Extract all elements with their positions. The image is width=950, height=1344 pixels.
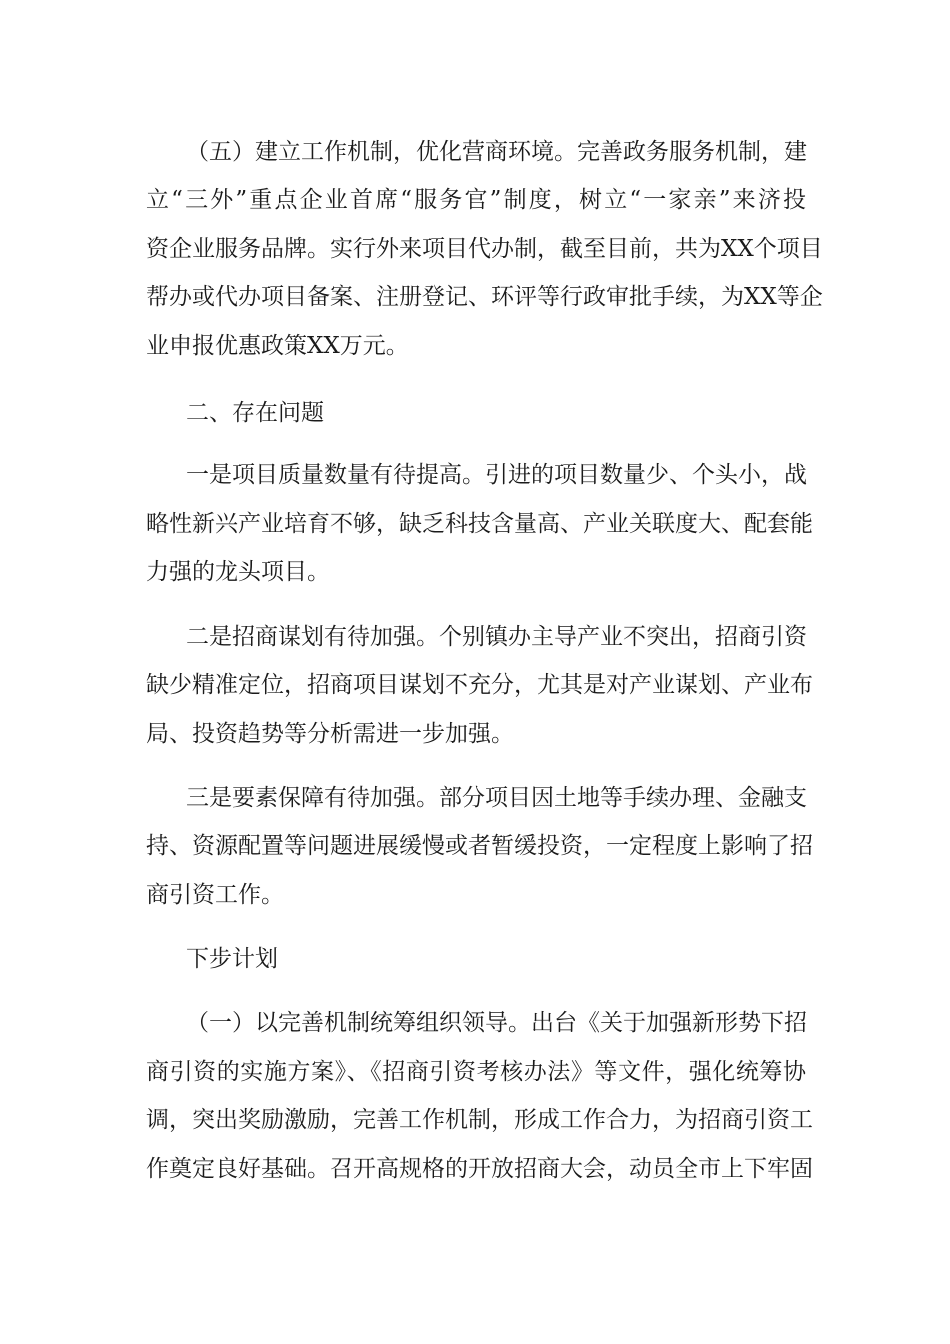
- paragraph-line: 力强的龙头项目。: [146, 559, 330, 585]
- paragraph-line: 商引资的实施方案》、《招商引资考核办法》等文件，强化统筹协: [146, 1059, 806, 1085]
- section-heading: 下步计划: [186, 946, 278, 972]
- paragraph-line: 局、投资趋势等分析需进一步加强。: [146, 721, 514, 747]
- paragraph-line: 立“三外”重点企业首席“服务官”制度，树立“一家亲”来济投: [146, 187, 806, 213]
- paragraph-line: 作奠定良好基础。召开高规格的开放招商大会，动员全市上下牢固: [146, 1156, 813, 1182]
- paragraph-line: 资企业服务品牌。实行外来项目代办制，截至目前，共为XX个项目: [146, 236, 823, 262]
- paragraph-line: 缺少精准定位，招商项目谋划不充分，尤其是对产业谋划、产业布: [146, 672, 813, 698]
- paragraph-line: 二是招商谋划有待加强。个别镇办主导产业不突出，招商引资: [186, 624, 807, 650]
- paragraph-line: 三是要素保障有待加强。部分项目因土地等手续办理、金融支: [186, 785, 807, 811]
- paragraph-line: 帮办或代办项目备案、注册登记、环评等行政审批手续，为XX等企: [146, 284, 823, 310]
- paragraph-line: 商引资工作。: [146, 882, 284, 908]
- paragraph-line: （一）以完善机制统筹组织领导。出台《关于加强新形势下招: [186, 1010, 807, 1036]
- paragraph-line: 略性新兴产业培育不够，缺乏科技含量高、产业关联度大、配套能: [146, 511, 813, 537]
- section-heading: 二、存在问题: [186, 400, 324, 426]
- paragraph-line: （五）建立工作机制，优化营商环境。完善政务服务机制，建: [186, 139, 807, 165]
- paragraph-line: 业申报优惠政策XX万元。: [146, 333, 409, 359]
- paragraph-line: 一是项目质量数量有待提高。引进的项目数量少、个头小，战: [186, 462, 807, 488]
- paragraph-line: 调，突出奖励激励，完善工作机制，形成工作合力，为招商引资工: [146, 1107, 813, 1133]
- paragraph-line: 持、资源配置等问题进展缓慢或者暂缓投资，一定程度上影响了招: [146, 833, 813, 859]
